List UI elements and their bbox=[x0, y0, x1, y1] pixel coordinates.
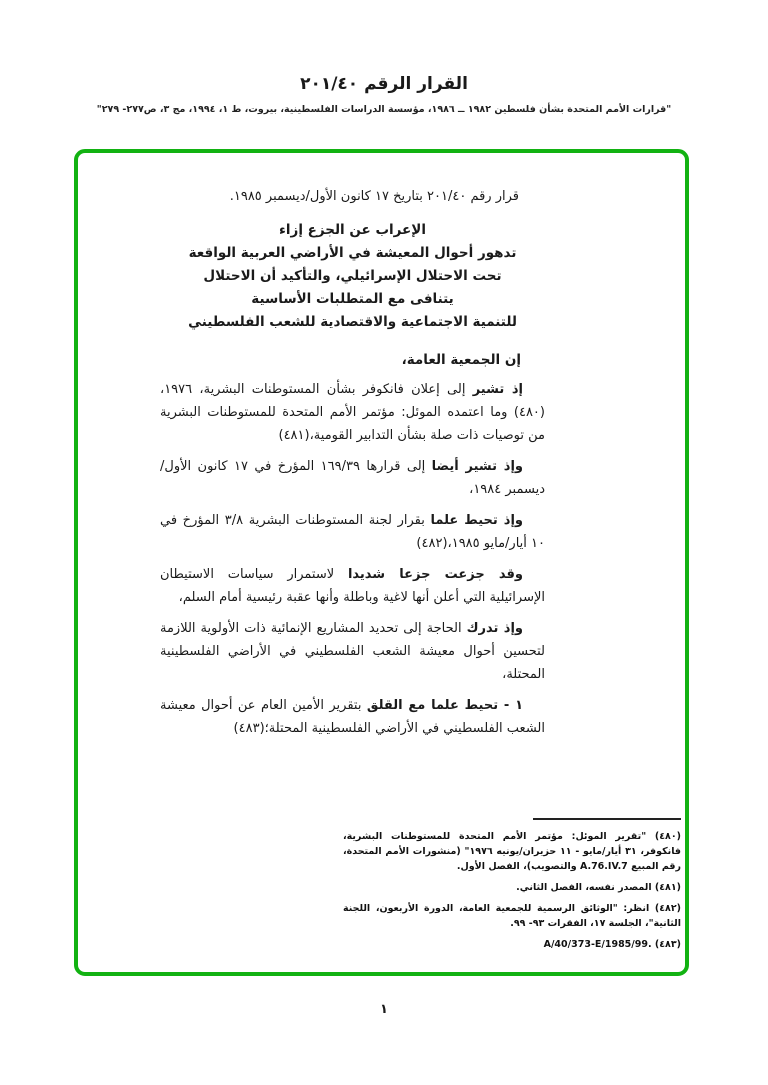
operative-paragraph bbox=[160, 694, 545, 740]
paragraph-text: إلى قرارها ١٦٩/٣٩ المؤرخ في ١٧ كانون الأول/ديسمبر ١٩٨٤، bbox=[160, 459, 545, 497]
preamble-opening: إن الجمعية العامة، bbox=[401, 352, 521, 368]
resolution-border-box bbox=[74, 149, 689, 976]
footnotes-section bbox=[343, 818, 681, 958]
resolution-number-line: قرار رقم ٢٠١/٤٠ بتاريخ ١٧ كانون الأول/ديسمبر ١٩٨٥. bbox=[229, 189, 519, 204]
footnote: (٤٨١) المصدر نفسه، الفصل الثاني. bbox=[516, 882, 681, 893]
paragraph-text: الحاجة إلى تحديد المشاريع الإنمائية ذات الأولوية اللازمة لتحسين أحوال معيشة الشعب الفلسطيني في الأراضي الفلسطينية المحتلة، bbox=[160, 621, 545, 682]
paragraph-lead: وقد جزعت جزعا شديدا bbox=[347, 567, 523, 582]
paragraph-lead: ١ - تحيط علما مع القلق bbox=[366, 698, 523, 713]
footnote: (٤٨٠) "تقرير الموئل: مؤتمر الأمم المتحدة للمستوطنات البشرية، فانكوفر، ٣١ أيار/مايو - ١١ حزيران/يونيه ١٩٧٦" (منشورات الأمم المتحدة، رقم المبيع A.76.IV.7 والتصويب)، الفصل الأول. bbox=[343, 831, 681, 872]
resolution-heading bbox=[160, 219, 545, 334]
footnote: (٤٨٣) A/40/373-E/1985/99.‎ bbox=[543, 939, 681, 950]
document-title: القرار الرقم ٢٠١/٤٠ bbox=[300, 74, 468, 94]
footnote: (٤٨٢) انظر: "الوثائق الرسمية للجمعية العامة، الدورة الأربعون، اللجنة الثانية"، الجلسة ١٧، الفقرات ٩٣- ٩٩. bbox=[343, 903, 681, 929]
paragraph-text: بتقرير الأمين العام عن أحوال معيشة الشعب الفلسطيني في الأراضي الفلسطينية المحتلة؛(٤٨٣) bbox=[160, 698, 545, 736]
footnote-separator-rule bbox=[533, 818, 681, 820]
source-citation: "قرارات الأمم المتحدة بشأن فلسطين ١٩٨٢ ــ ١٩٨٦، مؤسسة الدراسات الفلسطينية، بيروت، ط ١، ١٩٩٤، مج ٣، ص٢٧٧- ٢٧٩" bbox=[96, 104, 672, 115]
paragraph-lead: وإذ تدرك bbox=[466, 621, 524, 636]
heading-line: للتنمية الاجتماعية والاقتصادية للشعب الفلسطيني bbox=[188, 314, 517, 330]
page-number: ١ bbox=[380, 1002, 388, 1017]
resolution-paragraph bbox=[160, 455, 545, 501]
resolution-paragraph bbox=[160, 378, 545, 447]
paragraph-lead: وإذ تحيط علما bbox=[430, 513, 523, 528]
heading-line: يتنافى مع المتطلبات الأساسية bbox=[251, 291, 454, 307]
heading-line: الإعراب عن الجزع إزاء bbox=[279, 222, 426, 238]
heading-line: تحت الاحتلال الإسرائيلي، والتأكيد أن الاحتلال bbox=[203, 268, 502, 284]
paragraph-lead: إذ تشير bbox=[472, 382, 523, 397]
resolution-paragraph bbox=[160, 617, 545, 686]
resolution-body bbox=[78, 153, 685, 740]
resolution-paragraph bbox=[160, 509, 545, 555]
paragraph-text: لاستمرار سياسات الاستيطان الإسرائيلية التي أعلن أنها لاغية وباطلة وأنها عقبة رئيسية أمام السلم، bbox=[160, 567, 545, 605]
heading-line: تدهور أحوال المعيشة في الأراضي العربية الواقعة bbox=[188, 245, 517, 261]
paragraph-text: إلى إعلان فانكوفر بشأن المستوطنات البشرية، ١٩٧٦،(٤٨٠) وما اعتمده الموئل: مؤتمر الأمم المتحدة للمستوطنات البشرية من توصيات ذات صلة بشأن التدابير القومية،(٤٨١) bbox=[160, 382, 545, 443]
paragraph-text: بقرار لجنة المستوطنات البشرية ٣/٨ المؤرخ في ١٠ أيار/مايو ١٩٨٥،(٤٨٢) bbox=[160, 513, 545, 551]
paragraph-lead: وإذ تشير أيضا bbox=[431, 459, 523, 474]
resolution-paragraph bbox=[160, 563, 545, 609]
